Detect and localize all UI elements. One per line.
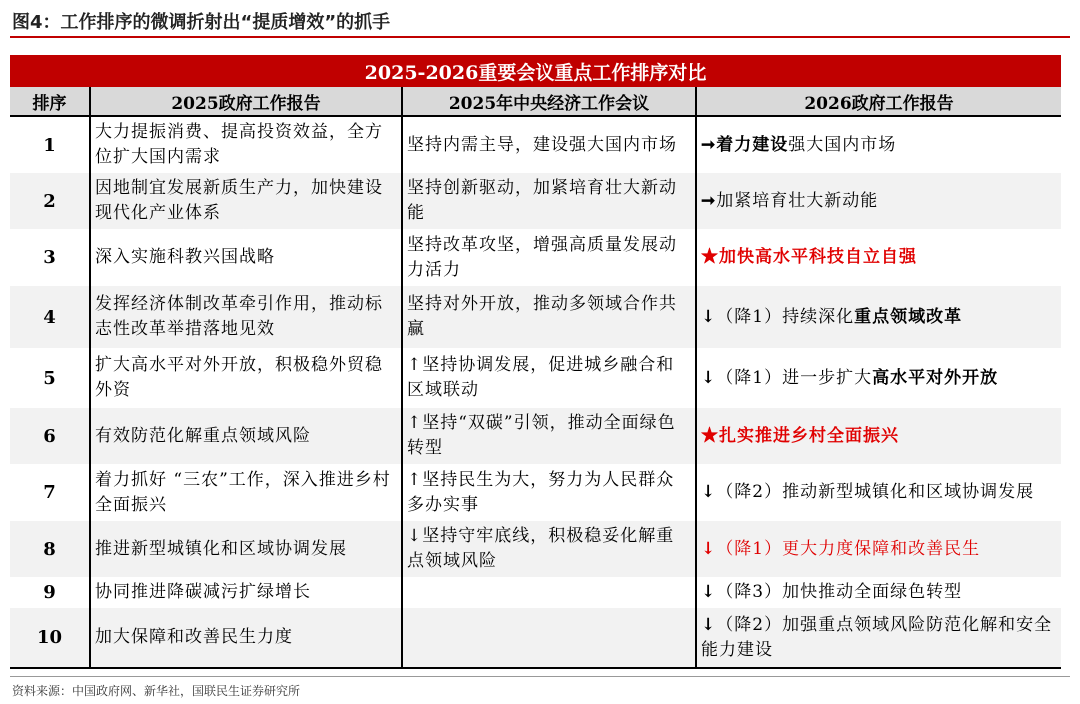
comparison-table-wrap — [10, 55, 1061, 669]
gwr2026-text: （降2）加强重点领域风险防范化解和安全能力建设 — [701, 614, 1053, 660]
gwr2026-cell — [696, 173, 1061, 229]
cewc2025-cell: 坚持创新驱动，加紧培育壮大新动能 — [402, 173, 696, 229]
gwr2026-cell — [696, 521, 1061, 577]
table-row — [10, 408, 1061, 464]
rank-cell: 4 — [10, 286, 90, 348]
table-row — [10, 521, 1061, 577]
cewc2025-cell — [402, 608, 696, 668]
gwr2025-cell: 因地制宜发展新质生产力，加快建设现代化产业体系 — [90, 173, 402, 229]
header-gwr2025: 2025政府工作报告 — [90, 87, 402, 116]
trend-marker: ↓ — [701, 538, 717, 559]
table-row — [10, 286, 1061, 348]
trend-marker: ★ — [701, 425, 719, 446]
gwr2026-cell — [696, 348, 1061, 408]
table-row — [10, 464, 1061, 521]
rank-cell: 10 — [10, 608, 90, 668]
table-row — [10, 608, 1061, 668]
cewc2025-cell: ↑坚持民生为大，努力为人民群众多办实事 — [402, 464, 696, 521]
rank-cell: 2 — [10, 173, 90, 229]
trend-marker: ➞ — [701, 134, 717, 155]
rank-cell: 7 — [43, 482, 56, 503]
cewc2025-cell: ↑坚持“双碳”引领，推动全面绿色转型 — [402, 408, 696, 464]
header-cewc2025: 2025年中央经济工作会议 — [402, 87, 696, 116]
gwr2025-cell: 大力提振消费、提高投资效益，全方位扩大国内需求 — [90, 116, 402, 173]
cewc2025-cell: 坚持改革攻坚，增强高质量发展动力活力 — [402, 229, 696, 286]
source-rule — [10, 676, 1070, 677]
gwr2026-text: （降3）加快推动全面绿色转型 — [716, 582, 963, 602]
gwr2025-cell: 着力抓好 “三农”工作，深入推进乡村全面振兴 — [90, 464, 402, 521]
gwr2025-cell: 协同推进降碳减污扩绿增长 — [90, 577, 402, 608]
cewc2025-cell: ↑坚持协调发展，促进城乡融合和区域联动 — [402, 348, 696, 408]
gwr2026-cell — [696, 229, 1061, 286]
gwr2026-text: 强大国内市场 — [788, 134, 897, 155]
table-row — [10, 116, 1061, 173]
rank-cell: 1 — [43, 134, 56, 156]
rank-cell: 5 — [43, 367, 56, 389]
gwr2026-bold-suffix: 高水平对外开放 — [872, 367, 999, 388]
gwr2026-cell — [696, 286, 1061, 348]
cewc2025-cell: 坚持内需主导，建设强大国内市场 — [402, 116, 696, 173]
gwr2026-cell — [696, 464, 1061, 521]
gwr2025-cell: 推进新型城镇化和区域协调发展 — [90, 521, 402, 577]
table-row — [10, 348, 1061, 408]
gwr2025-cell: 深入实施科教兴国战略 — [90, 229, 402, 286]
trend-marker: ★ — [701, 247, 719, 267]
header-row — [10, 87, 1061, 116]
gwr2026-bold-text: 着力建设 — [716, 134, 789, 155]
gwr2026-bold-suffix: 重点领域改革 — [854, 306, 963, 327]
title-rule — [10, 36, 1070, 38]
gwr2026-text: （降1）更大力度保障和改善民生 — [716, 538, 981, 559]
gwr2026-text: （降1）进一步扩大 — [716, 367, 873, 388]
gwr2025-cell: 有效防范化解重点领域风险 — [90, 408, 402, 464]
gwr2025-cell: 发挥经济体制改革牵引作用，推动标志性改革举措落地见效 — [90, 286, 402, 348]
rank-cell: 3 — [43, 247, 56, 268]
gwr2026-cell — [696, 608, 1061, 668]
source-note: 资料来源：中国政府网、新华社，国联民生证券研究所 — [12, 684, 301, 698]
trend-marker: ↓ — [701, 582, 717, 602]
gwr2026-bold-text: 扎实推进乡村全面振兴 — [719, 425, 899, 446]
comparison-table — [10, 87, 1061, 669]
cewc2025-cell: ↓坚持守牢底线，积极稳妥化解重点领域风险 — [402, 521, 696, 577]
rank-cell: 8 — [10, 521, 90, 577]
figure-title: 图4：工作排序的微调折射出“提质增效”的抓手 — [12, 12, 391, 33]
trend-marker: ➞ — [701, 190, 717, 211]
table-row — [10, 229, 1061, 286]
trend-marker: ↓ — [701, 482, 717, 502]
header-gwr2026: 2026政府工作报告 — [696, 87, 1061, 116]
trend-marker: ↓ — [701, 306, 717, 327]
gwr2026-text: （降2）推动新型城镇化和区域协调发展 — [716, 482, 1035, 502]
table-row — [10, 577, 1061, 608]
gwr2026-text: （降1）持续深化 — [716, 306, 855, 327]
gwr2025-cell: 扩大高水平对外开放，积极稳外贸稳外资 — [90, 348, 402, 408]
table-title: 2025-2026重要会议重点工作排序对比 — [10, 55, 1061, 87]
trend-marker: ↓ — [701, 614, 717, 635]
gwr2026-cell — [696, 577, 1061, 608]
table-row — [10, 173, 1061, 229]
gwr2026-text: 加紧培育壮大新动能 — [716, 190, 879, 211]
gwr2025-cell: 加大保障和改善民生力度 — [90, 608, 402, 668]
header-rank: 排序 — [10, 87, 90, 116]
trend-marker: ↓ — [701, 367, 717, 388]
cewc2025-cell: 坚持对外开放，推动多领域合作共赢 — [402, 286, 696, 348]
cewc2025-cell — [402, 577, 696, 608]
gwr2026-cell — [696, 408, 1061, 464]
gwr2026-bold-text: 加快高水平科技自立自强 — [719, 247, 917, 267]
rank-cell: 9 — [43, 582, 56, 603]
gwr2026-cell — [696, 116, 1061, 173]
rank-cell: 6 — [10, 408, 90, 464]
